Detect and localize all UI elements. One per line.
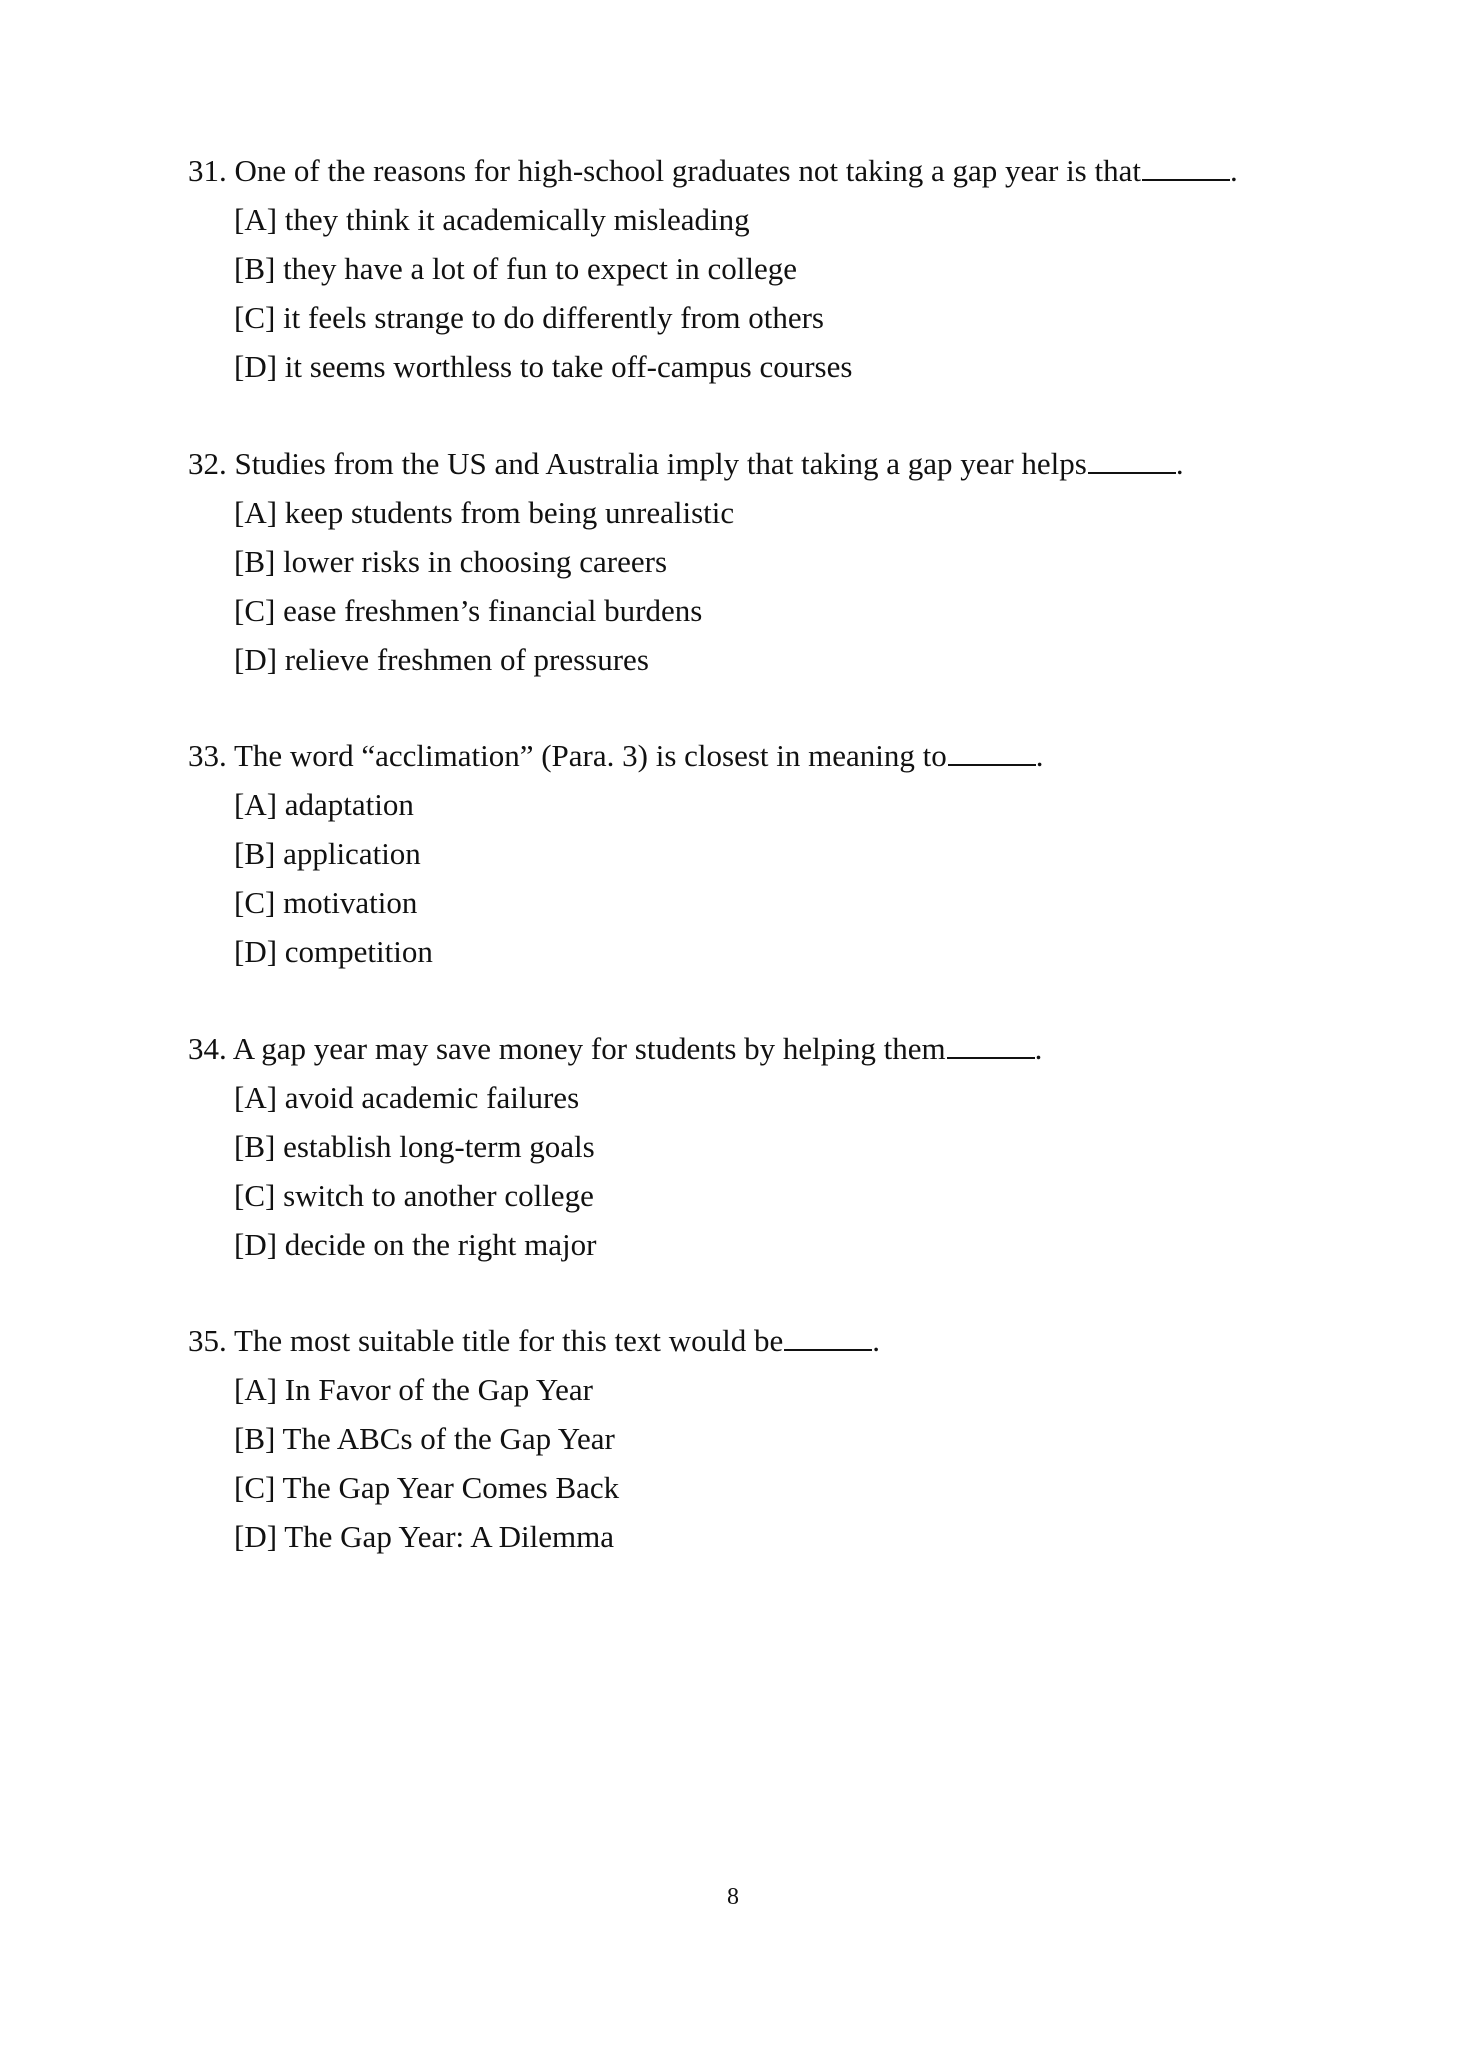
question-32: [188, 439, 1308, 684]
question-end: .: [1035, 738, 1044, 773]
question-number: 32.: [188, 446, 227, 481]
option-a: [A] In Favor of the Gap Year: [234, 1372, 593, 1407]
option-a: [A] they think it academically misleading: [234, 202, 750, 237]
option-list: [188, 1365, 1308, 1561]
question-text: Studies from the US and Australia imply that taking a gap year helps: [234, 446, 1087, 481]
option-d: [D] relieve freshmen of pressures: [234, 642, 649, 677]
option-list: [188, 195, 1308, 391]
option-d: [D] The Gap Year: A Dilemma: [234, 1519, 614, 1554]
option-c: [C] switch to another college: [234, 1178, 594, 1213]
question-stem: [188, 731, 1308, 780]
answer-blank: [948, 738, 1036, 766]
question-end: .: [1034, 1031, 1043, 1066]
option-a: [A] adaptation: [234, 787, 414, 822]
answer-blank: [784, 1323, 872, 1351]
option-b: [B] lower risks in choosing careers: [234, 544, 668, 579]
question-number: 31.: [188, 153, 227, 188]
answer-blank: [1142, 153, 1230, 181]
option-b: [B] they have a lot of fun to expect in college: [234, 251, 797, 286]
question-end: .: [872, 1323, 880, 1358]
question-end: .: [1229, 153, 1238, 188]
question-text: A gap year may save money for students by helping them: [232, 1031, 946, 1066]
question-text: One of the reasons for high-school graduates not taking a gap year is that: [234, 153, 1141, 188]
answer-blank: [947, 1031, 1035, 1059]
question-text: The most suitable title for this text would be: [233, 1323, 784, 1358]
question-stem: [188, 439, 1308, 488]
option-list: [188, 780, 1308, 976]
option-c: [C] it feels strange to do differently from others: [234, 300, 824, 335]
question-stem: [188, 1024, 1308, 1073]
option-d: [D] competition: [234, 934, 433, 969]
question-31: [188, 146, 1308, 391]
option-a: [A] keep students from being unrealistic: [234, 495, 735, 530]
page-number: 8: [727, 1884, 739, 1910]
question-stem: [188, 1316, 1308, 1365]
option-list: [188, 488, 1308, 684]
option-a: [A] avoid academic failures: [234, 1080, 580, 1115]
question-33: [188, 731, 1308, 976]
option-c: [C] motivation: [234, 885, 418, 920]
question-stem: [188, 146, 1308, 195]
question-35: [188, 1316, 1308, 1561]
answer-blank: [1088, 446, 1176, 474]
option-b: [B] application: [234, 836, 421, 871]
question-34: [188, 1024, 1308, 1269]
question-end: .: [1175, 446, 1184, 481]
option-b: [B] establish long-term goals: [234, 1129, 595, 1164]
question-number: 33.: [188, 738, 227, 773]
option-c: [C] ease freshmen’s financial burdens: [234, 593, 703, 628]
option-d: [D] it seems worthless to take off-campus courses: [234, 349, 853, 384]
option-b: [B] The ABCs of the Gap Year: [234, 1421, 615, 1456]
question-text: The word “acclimation” (Para. 3) is closest in meaning to: [233, 738, 947, 773]
option-d: [D] decide on the right major: [234, 1227, 597, 1262]
question-number: 35.: [188, 1323, 227, 1358]
question-number: 34.: [188, 1031, 227, 1066]
option-c: [C] The Gap Year Comes Back: [234, 1470, 620, 1505]
option-list: [188, 1073, 1308, 1269]
